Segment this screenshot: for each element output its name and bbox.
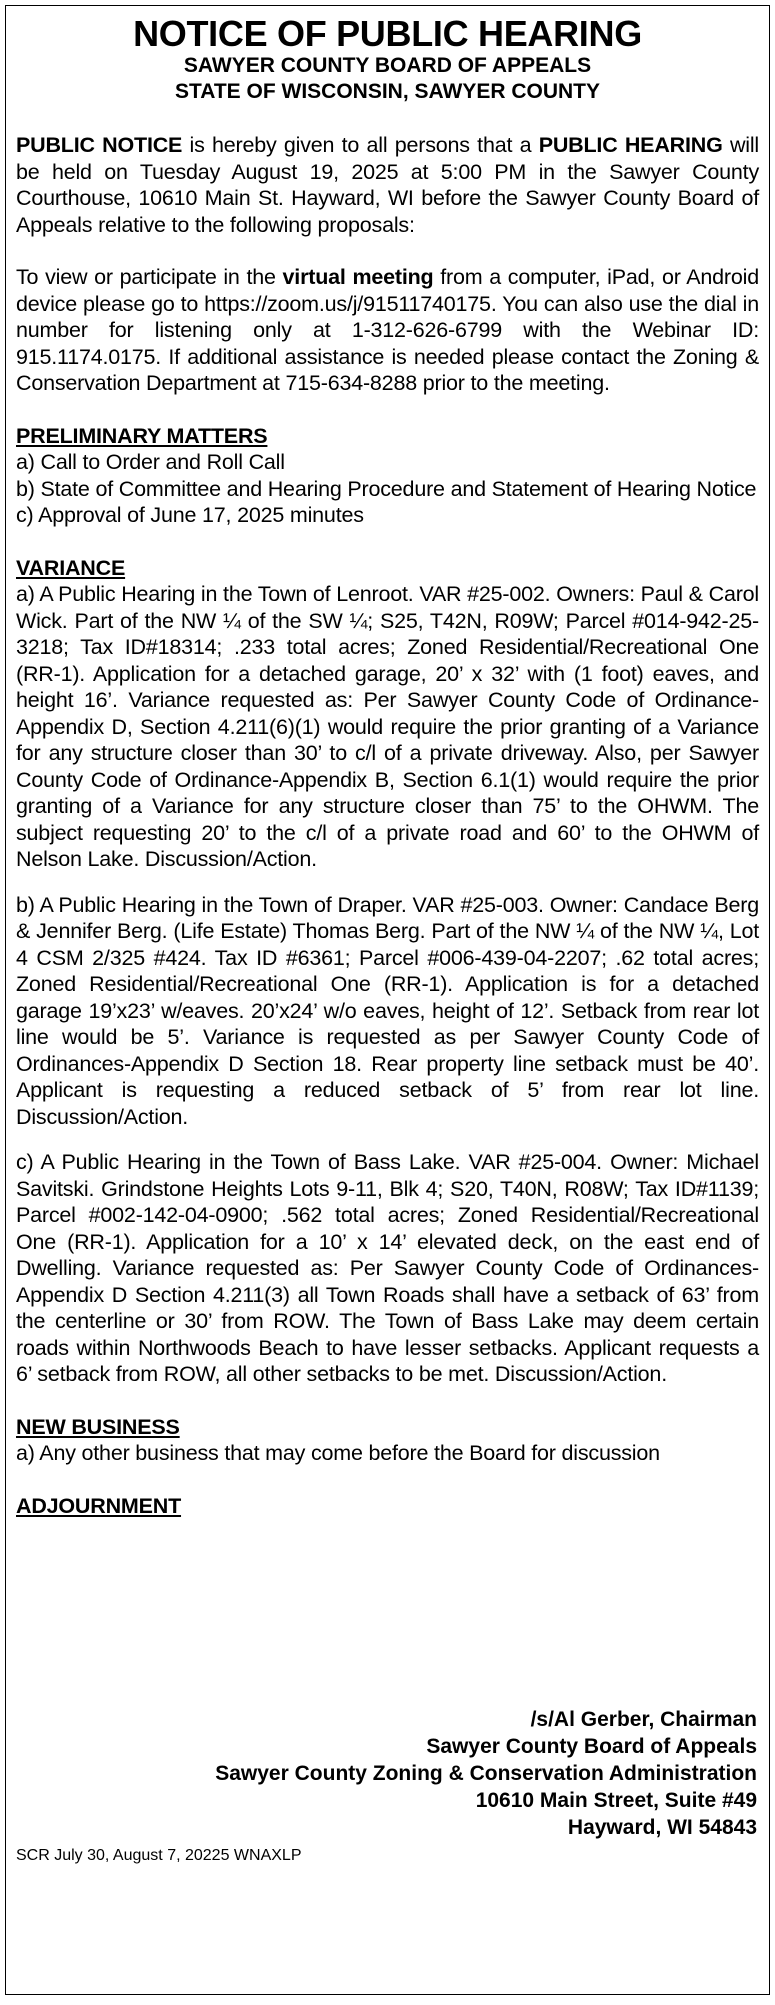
virtual-meeting-paragraph bbox=[16, 264, 759, 397]
preliminary-item: a) Call to Order and Roll Call bbox=[16, 450, 285, 474]
preliminary-item: b) State of Committee and Hearing Procedure and Statement of Hearing Notice bbox=[16, 476, 757, 501]
variance-item-c: c) A Public Hearing in the Town of Bass Lake. VAR #25-004. Owner: Michael Savitski. Grindstone Heights Lots 9-11, Blk 4; S20, T40N, R08W; Tax ID#1139; Parcel #002-142-04-0900; .562 total acres; Zoned Residential/Recreational One (RR-1). Application for a 10’ x 14’ elevated deck, on the east end of Dwelling. Variance requested as: Per Sawyer County Code of Ordinances-Appendix D Section 4.211(3) all Town Roads shall have a setback of 63’ from the centerline or 30’ from ROW. The Town of Bass Lake may deem certain roads within Northwoods Beach to have lesser setbacks. Applicant requests a 6’ setback from ROW, all other setbacks to be met. Discussion/Action. bbox=[16, 1150, 759, 1386]
preliminary-item: c) Approval of June 17, 2025 minutes bbox=[16, 503, 364, 527]
intro-bold-public-notice: PUBLIC NOTICE bbox=[16, 133, 183, 157]
preliminary-matters-heading: PRELIMINARY MATTERS bbox=[16, 423, 268, 448]
notice-body bbox=[16, 132, 759, 1519]
signature-board: Sawyer County Board of Appeals bbox=[426, 1735, 757, 1758]
publication-footer: SCR July 30, August 7, 20225 WNAXLP bbox=[16, 1847, 302, 1864]
virtual-text-1: To view or participate in the bbox=[16, 265, 283, 289]
variance-item-a: a) A Public Hearing in the Town of Lenroot. VAR #25-002. Owners: Paul & Carol Wick. Part of the NW ¼ of the SW ¼; S25, T42N, R09W; Parcel #014-942-25-3218; Tax ID#18314; .233 total acres; Zoned Residential/Recreational One (RR-1). Application for a detached garage, 20’ x 32’ with (1 foot) eaves, and height 16’. Variance requested as: Per Sawyer County Code of Ordinance-Appendix D, Section 4.211(6)(1) would require the prior granting of a Variance for any structure closer than 30’ to c/l of a private driveway. Also, per Sawyer County Code of Ordinance-Appendix B, Section 6.1(1) would require the prior granting of a Variance for any structure closer than 75’ to the OHWM. The subject requesting 20’ to the c/l of a private road and 60’ to the OHWM of Nelson Lake. Discussion/Action. bbox=[16, 582, 759, 871]
intro-text-2: will be held on Tuesday August 19, 2025 at 5:00 PM in the Sawyer County Courthouse, 10610 Main St. Hayward, WI before the Sawyer County Board of Appeals relative to the following proposals: bbox=[16, 133, 760, 237]
new-business-item: a) Any other business that may come before the Board for discussion bbox=[16, 1441, 660, 1465]
intro-paragraph bbox=[16, 132, 759, 238]
intro-bold-public-hearing: PUBLIC HEARING bbox=[538, 133, 723, 157]
signature-street: 10610 Main Street, Suite #49 bbox=[475, 1789, 757, 1812]
signature-administration: Sawyer County Zoning & Conservation Administration bbox=[215, 1762, 757, 1785]
variance-heading: VARIANCE bbox=[16, 555, 126, 580]
virtual-text-2: from a computer, iPad, or Android device please go to https://zoom.us/j/91511740175. You can also use the dial in number for listening only at 1-312-626-6799 with the Webinar ID: 915.1174.0175. If additional assistance is needed please contact the Zoning & Conservation Department at 715-634-8288 prior to the meeting. bbox=[16, 265, 759, 395]
new-business-heading: NEW BUSINESS bbox=[16, 1414, 180, 1439]
signature-city: Hayward, WI 54843 bbox=[567, 1816, 757, 1839]
signature-block bbox=[215, 1706, 757, 1841]
signature-name: /s/Al Gerber, Chairman bbox=[530, 1708, 757, 1731]
notice-title: NOTICE OF PUBLIC HEARING bbox=[133, 13, 642, 54]
notice-subtitle-board: SAWYER COUNTY BOARD OF APPEALS bbox=[183, 54, 592, 77]
variance-item-b: b) A Public Hearing in the Town of Draper. VAR #25-003. Owner: Candace Berg & Jennifer Berg. (Life Estate) Thomas Berg. Part of the NW ¼ of the NW ¼, Lot 4 CSM 2/325 #424. Tax ID #6361; Parcel #006-439-04-2207; .62 total acres; Zoned Residential/Recreational One (RR-1). Application is for a detached garage 19’x23’ w/eaves. 20’x24’ w/o eaves, height of 12’. Setback from rear lot line would be 5’. Variance is requested as per Sawyer County Code of Ordinances-Appendix D Section 18. Rear property line setback must be 40’. Applicant is requesting a reduced setback of 5’ from rear lot line. Discussion/Action. bbox=[16, 892, 759, 1129]
adjournment-heading: ADJOURNMENT bbox=[16, 1493, 182, 1518]
public-notice bbox=[5, 5, 770, 1995]
virtual-bold: virtual meeting bbox=[282, 265, 434, 289]
notice-subtitle-state: STATE OF WISCONSIN, SAWYER COUNTY bbox=[174, 80, 601, 103]
intro-text-1: is hereby given to all persons that a bbox=[182, 133, 539, 157]
